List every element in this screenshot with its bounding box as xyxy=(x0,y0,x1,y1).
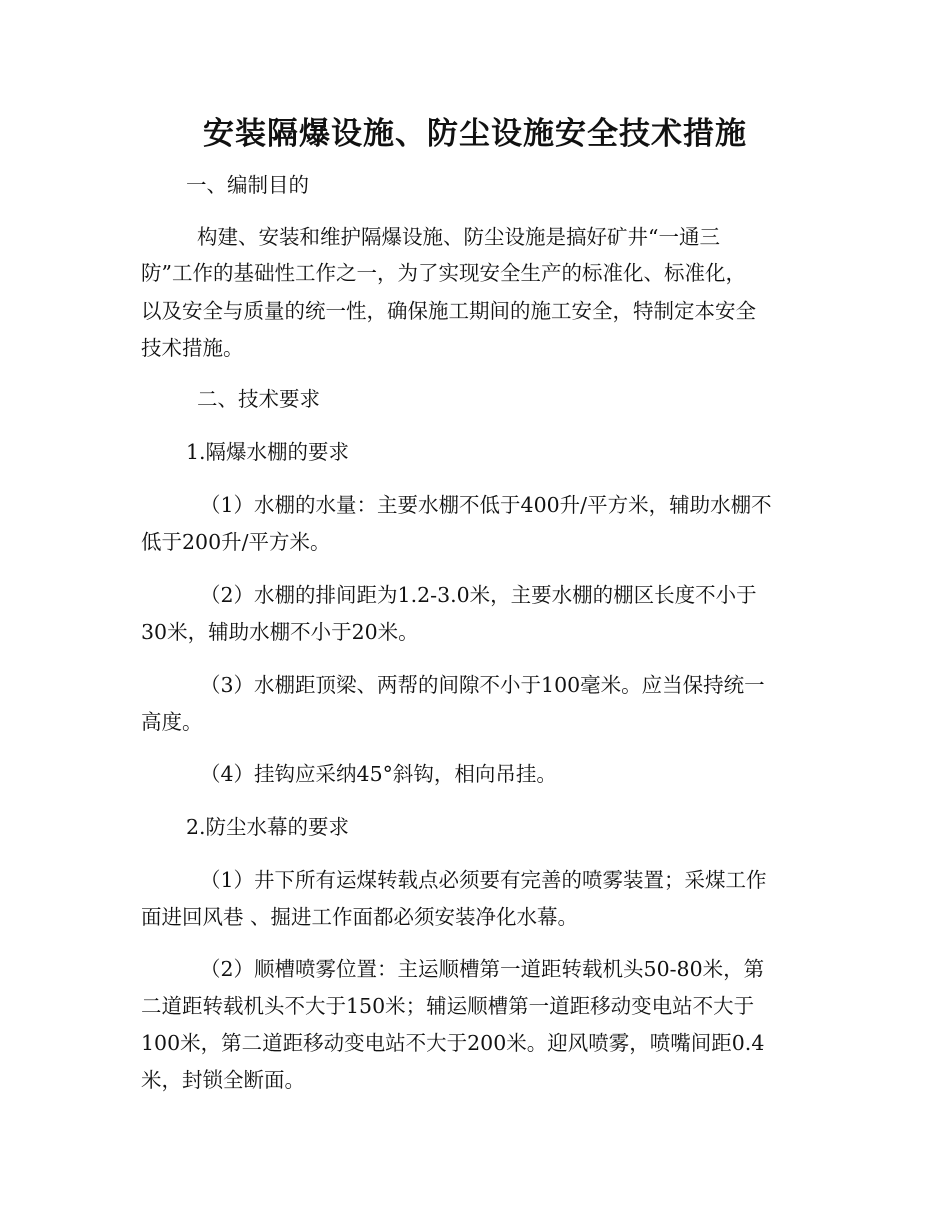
section-heading-purpose: 一、编制目的 xyxy=(186,173,309,197)
list-item-line: 高度。 xyxy=(141,710,203,734)
list-item-line: （1）水棚的水量：主要水棚不低于400升/平方米，辅助水棚不 xyxy=(200,493,772,517)
list-item-line: （2）水棚的排间距为1.2-3.0米，主要水棚的棚区长度不小于 xyxy=(200,583,757,607)
list-item-line: 面进回风巷 、掘进工作面都必须安装净化水幕。 xyxy=(141,905,579,929)
subsection-heading-dust-curtain: 2.防尘水幕的要求 xyxy=(186,815,350,839)
list-item-line: 米，封锁全断面。 xyxy=(141,1068,305,1092)
paragraph-line: 技术措施。 xyxy=(141,336,244,360)
paragraph-line: 构建、安装和维护隔爆设施、防尘设施是搞好矿井“一通三 xyxy=(197,225,720,249)
list-item-line: （1）井下所有运煤转载点必须要有完善的喷雾装置；采煤工作 xyxy=(200,868,767,892)
list-item-line: 低于200升/平方米。 xyxy=(141,530,331,554)
subsection-heading-explosion-barrier: 1.隔爆水棚的要求 xyxy=(186,440,350,464)
document-title: 安装隔爆设施、防尘设施安全技术措施 xyxy=(203,116,747,152)
list-item-line: （2）顺槽喷雾位置：主运顺槽第一道距转载机头50-80米，第 xyxy=(200,957,765,981)
paragraph-line: 防”工作的基础性工作之一，为了实现安全生产的标准化、标准化， xyxy=(141,261,746,285)
list-item-line: 二道距转载机头不大于150米；辅运顺槽第一道距移动变电站不大于 xyxy=(141,994,755,1018)
list-item-line: 100米，第二道距移动变电站不大于200米。迎风喷雾，喷嘴间距0.4 xyxy=(141,1031,765,1055)
list-item-line: （4）挂钩应采纳45°斜钩，相向吊挂。 xyxy=(200,762,557,786)
list-item-line: （3）水棚距顶梁、两帮的间隙不小于100毫米。应当保持统一 xyxy=(200,673,765,697)
list-item-line: 30米，辅助水棚不小于20米。 xyxy=(141,620,419,644)
paragraph-line: 以及安全与质量的统一性，确保施工期间的施工安全，特制定本安全 xyxy=(141,299,756,323)
section-heading-requirements: 二、技术要求 xyxy=(197,387,320,411)
